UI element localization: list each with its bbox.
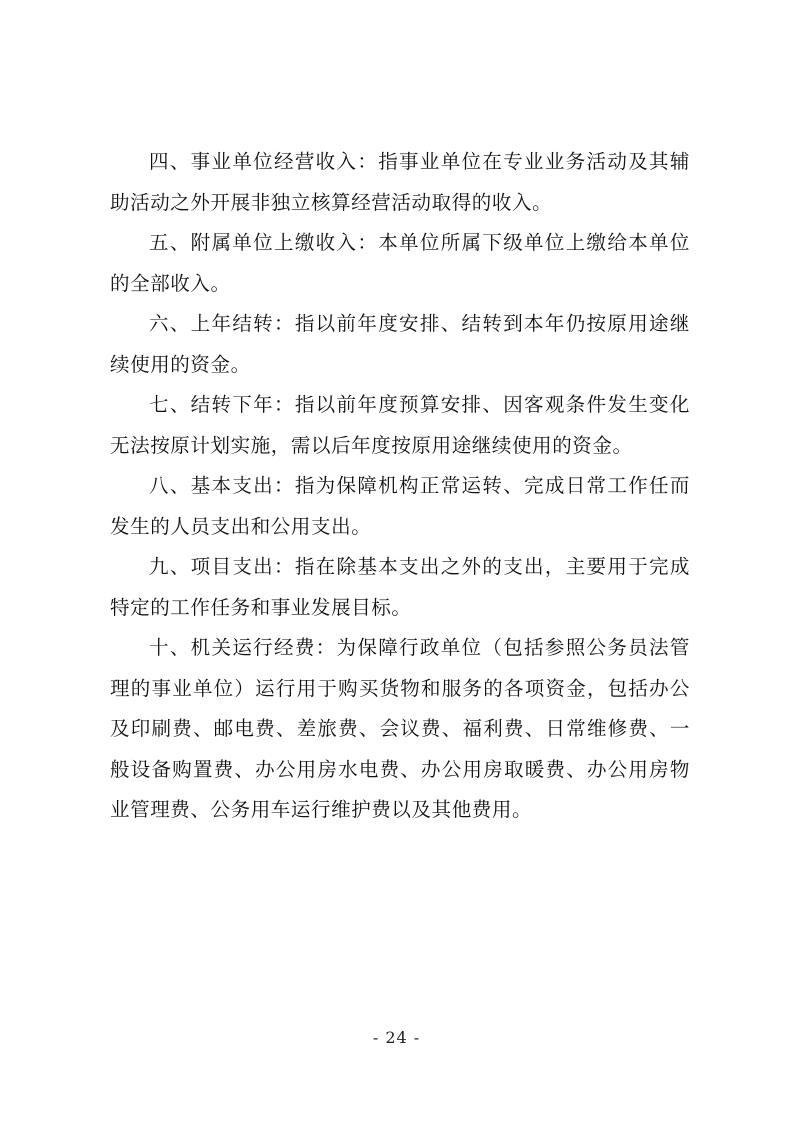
paragraph-operating-expenses: 十、机关运行经费：为保障行政单位（包括参照公务员法管理的事业单位）运行用于购买货物和服务的各项资金，包括办公及印刷费、邮电费、差旅费、会议费、福利费、日常维修费、一般设备购置费、办公用房水电费、办公用房取暖费、办公用房物业管理费、公务用车运行维护费以及其他费用。 [110, 636, 690, 821]
paragraph-affiliated-income: 五、附属单位上缴收入：本单位所属下级单位上缴给本单位的全部收入。 [110, 231, 690, 295]
paragraph-carryover-next-year: 七、结转下年：指以前年度预算安排、因客观条件发生变化无法按原计划实施，需以后年度按原用途继续使用的资金。 [110, 393, 690, 457]
paragraph-basic-expenditure: 八、基本支出：指为保障机构正常运转、完成日常工作任而发生的人员支出和公用支出。 [110, 474, 690, 538]
paragraph-business-income: 四、事业单位经营收入：指事业单位在专业业务活动及其辅助活动之外开展非独立核算经营活动取得的收入。 [110, 150, 690, 214]
paragraph-prior-year-carryover: 六、上年结转：指以前年度安排、结转到本年仍按原用途继续使用的资金。 [110, 312, 690, 376]
paragraph-project-expenditure: 九、项目支出：指在除基本支出之外的支出，主要用于完成特定的工作任务和事业发展目标。 [110, 555, 690, 619]
page-number: - 24 - [372, 1028, 421, 1047]
body-text [110, 142, 690, 831]
